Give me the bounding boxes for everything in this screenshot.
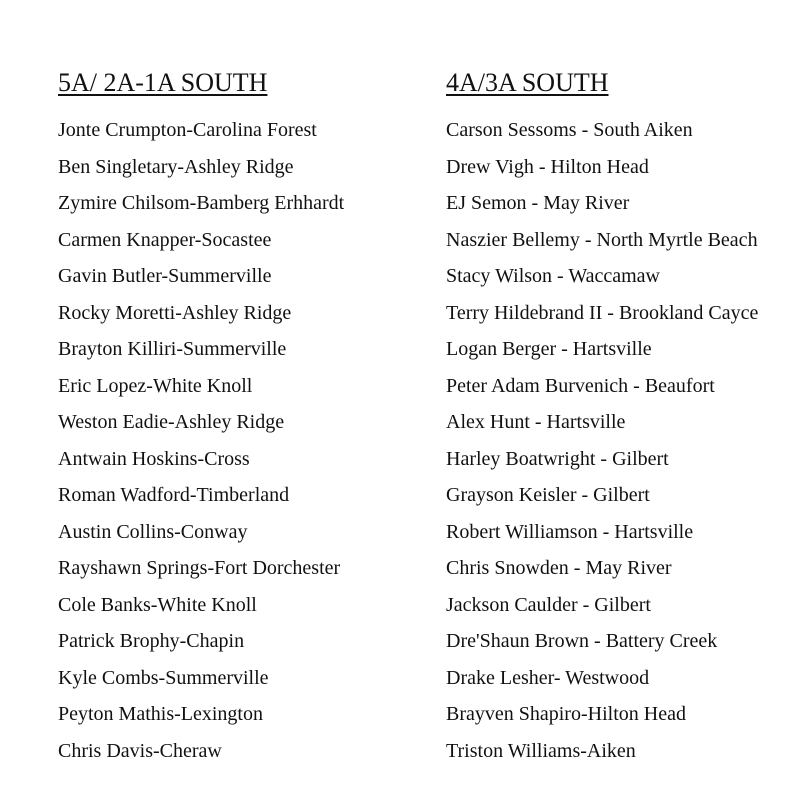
list-item: Peter Adam Burvenich - Beaufort: [446, 374, 715, 397]
list-item: Jackson Caulder - Gilbert: [446, 593, 651, 616]
list-item: Chris Snowden - May River: [446, 557, 672, 579]
list-item: Brayven Shapiro-Hilton Head: [446, 703, 686, 725]
list-item: Harley Boatwright - Gilbert: [446, 447, 669, 470]
list-item: Triston Williams-Aiken: [446, 739, 636, 762]
roster-column-5a-2a-1a: [58, 66, 428, 769]
list-item: Carson Sessoms - South Aiken: [446, 119, 693, 141]
list-item: Chris Davis-Cheraw: [58, 739, 222, 762]
list-item: Peyton Mathis-Lexington: [58, 703, 263, 725]
list-item: Gavin Butler-Summerville: [58, 265, 272, 287]
list-item: Naszier Bellemy - North Myrtle Beach: [446, 228, 758, 251]
list-item: Eric Lopez-White Knoll: [58, 374, 253, 397]
list-item: Carmen Knapper-Socastee: [58, 228, 272, 251]
roster-column-4a-3a: [446, 66, 786, 769]
list-item: Jonte Crumpton-Carolina Forest: [58, 119, 317, 141]
list-item: Cole Banks-White Knoll: [58, 593, 257, 616]
list-item: Robert Williamson - Hartsville: [446, 520, 694, 543]
list-item: Rocky Moretti-Ashley Ridge: [58, 301, 292, 324]
column-heading: 4A/3A SOUTH: [446, 68, 609, 97]
list-item: Dre'Shaun Brown - Battery Creek: [446, 630, 718, 652]
list-item: Antwain Hoskins-Cross: [58, 447, 250, 470]
list-item: Stacy Wilson - Waccamaw: [446, 265, 661, 287]
player-list: [58, 112, 428, 769]
list-item: Patrick Brophy-Chapin: [58, 630, 245, 652]
player-list: [446, 112, 786, 769]
list-item: Zymire Chilsom-Bamberg Erhhardt: [58, 192, 345, 214]
list-item: Rayshawn Springs-Fort Dorchester: [58, 557, 341, 579]
list-item: Alex Hunt - Hartsville: [446, 411, 626, 433]
list-item: Drake Lesher- Westwood: [446, 666, 650, 689]
list-item: Weston Eadie-Ashley Ridge: [58, 411, 285, 433]
list-item: Austin Collins-Conway: [58, 520, 248, 543]
column-heading: 5A/ 2A-1A SOUTH: [58, 68, 268, 97]
list-item: Roman Wadford-Timberland: [58, 484, 290, 506]
list-item: Drew Vigh - Hilton Head: [446, 155, 649, 178]
list-item: Terry Hildebrand II - Brookland Cayce: [446, 301, 759, 324]
list-item: Kyle Combs-Summerville: [58, 666, 269, 689]
list-item: Logan Berger - Hartsville: [446, 338, 652, 360]
list-item: Ben Singletary-Ashley Ridge: [58, 155, 294, 178]
list-item: Brayton Killiri-Summerville: [58, 338, 287, 360]
list-item: Grayson Keisler - Gilbert: [446, 484, 650, 506]
list-item: EJ Semon - May River: [446, 192, 630, 214]
